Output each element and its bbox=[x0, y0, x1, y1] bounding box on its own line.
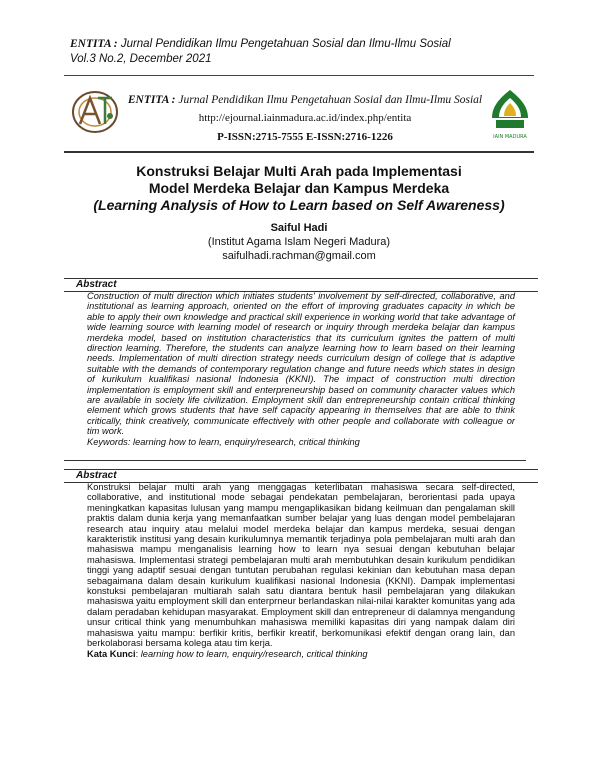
abstract-id-heading: Abstract bbox=[64, 469, 538, 483]
journal-brand: ENTITA : bbox=[127, 94, 176, 106]
journal-name: Jurnal Pendidikan Ilmu Pengetahuan Sosial dan Ilmu-Ilmu Sosial bbox=[178, 94, 483, 106]
kata-kunci-value: learning how to learn, enquiry/research, critical thinking bbox=[140, 648, 368, 659]
top-divider bbox=[64, 75, 534, 76]
kata-kunci-label: Kata Kunci bbox=[87, 648, 136, 659]
running-header-journal-name: Jurnal Pendidikan Ilmu Pengetahuan Sosial dan Ilmu-Ilmu Sosial bbox=[120, 38, 451, 50]
keywords-label: Keywords: bbox=[87, 436, 131, 447]
journal-url[interactable]: http://ejournal.iainmadura.ac.id/index.php/entita bbox=[198, 112, 412, 124]
journal-issn: P-ISSN:2715-7555 E-ISSN:2716-1226 bbox=[217, 131, 393, 143]
keywords-value: learning how to learn, enquiry/research, critical thinking bbox=[133, 436, 360, 447]
abstract-en-body bbox=[87, 291, 515, 447]
abstract-en-text: Construction of multi direction which initiates students' involvement by self-directed, collaborative, and institutional as learning approach, oriented on the effort of improving graduates capacity in which be able to apply their own knowledge and practical skill experience in working world that take advantage of wide learning source with learning model of research or inquiry through merdeka belajar dan kampus merdeka model, based on institution characteristics that its curriculum ignites the pattern of multi direction learning. Therefore, the students can analyze learning how to learn based on their learning needs. Implementation of multi direction strategy needs curriculum design of college that is adaptive suitable with the demands of contemporary regulation change and future needs which states in design of kurikulum kualifikasi nasional Indonesia (KKNI). The impact of construction multi direction implementation is employment skill and enterpreneurship based on community character values which are available in society life civilization. Employment skill dan entrepreneurship contain critical thinking element which grows students that have self capacity appearing in themselves that are able to think critically, think creatively, communicate effectively with other people and collaborate with colleague or tim work. bbox=[87, 291, 515, 437]
abstract-id-keywords: Kata Kunci: learning how to learn, enquiry/research, critical thinking bbox=[87, 648, 368, 659]
logo-caption: IAIN MADURA bbox=[493, 134, 527, 140]
author-name: Saiful Hadi bbox=[270, 222, 328, 234]
author-email[interactable]: saifulhadi.rachman@gmail.com bbox=[222, 250, 376, 262]
article-title bbox=[64, 163, 534, 214]
running-header bbox=[70, 37, 451, 67]
title-line-2: Model Merdeka Belajar dan Kampus Merdeka bbox=[148, 180, 450, 196]
abstract-id-text: Konstruksi belajar multi arah yang menggagas keterlibatan mahasiswa secara self-directed, collaborative, and institutional mode sebagai pendekatan pembelajaran, berorientasi pada upaya meningkatkan kapasitas lulusan yang mampu mengaplikasikan bidang keilmuan dan pengalaman skill praktis dalam dunia kerja yang memanfaatkan sumber belajar yang luas dengan model pembelajaran research atau inquiry atau melalui model merdeka belajar dan kampus merdeka, sesuai dengan karakteristik institusi yang desain kurikulumnya memantik terjadinya pola pembelajaran multi arah dan mahasiswa mampu menganalisis learning how to learn nya sesuai dengan kebutuhan belajar mahasiswa. Implementasi strategi pembelajaran multi arah membutuhkan desain kurikulum pendidikan tinggi yang adaptif sesuai dengan tuntutan perubahan regulasi kekinian dan kebutuhan masa depan sebagaimana dalam desain kurikulum kualifikasi nasional Indonesia (KKNI). Dampak implementasi konstuksi pembelajaran multiarah salah satu diantara bentuk hasil pembelajaran yang dilakukan mahasiswa yaitu employment skill dan enterprneur berlandaskan nilai-nilai karakter komunitas yang ada dalam peradaban kehidupan masyarakat. Employment skill dan entrepreneur di dalamnya mengandung unsur critical think yang menumbuhkan mahasiswa memiliki kapasitas diri yang nampak dalam diri mahasiswa yaitu mampu: berfikir kritis, berfikir kreatif, berkomunikasi efektif dengan orang lain, dan berkolaborasi bersama kolega atau tim kerja. bbox=[87, 482, 515, 649]
author-affiliation: (Institut Agama Islam Negeri Madura) bbox=[207, 236, 391, 248]
abstract-divider bbox=[64, 460, 526, 461]
entita-logo-icon bbox=[70, 86, 120, 136]
author-block bbox=[64, 221, 534, 263]
running-header-volume: Vol.3 No.2, December 2021 bbox=[70, 53, 212, 65]
iain-madura-logo-icon bbox=[488, 88, 532, 144]
abstract-en-heading: Abstract bbox=[64, 278, 538, 292]
abstract-id-body bbox=[87, 482, 515, 659]
running-header-brand: ENTITA : bbox=[70, 38, 118, 50]
journal-title bbox=[124, 94, 486, 106]
journal-header bbox=[64, 82, 534, 152]
header-divider bbox=[64, 151, 534, 153]
title-line-1: Konstruksi Belajar Multi Arah pada Implementasi bbox=[136, 163, 462, 179]
title-english: (Learning Analysis of How to Learn based on Self Awareness) bbox=[93, 197, 505, 213]
abstract-en-keywords bbox=[87, 437, 515, 447]
